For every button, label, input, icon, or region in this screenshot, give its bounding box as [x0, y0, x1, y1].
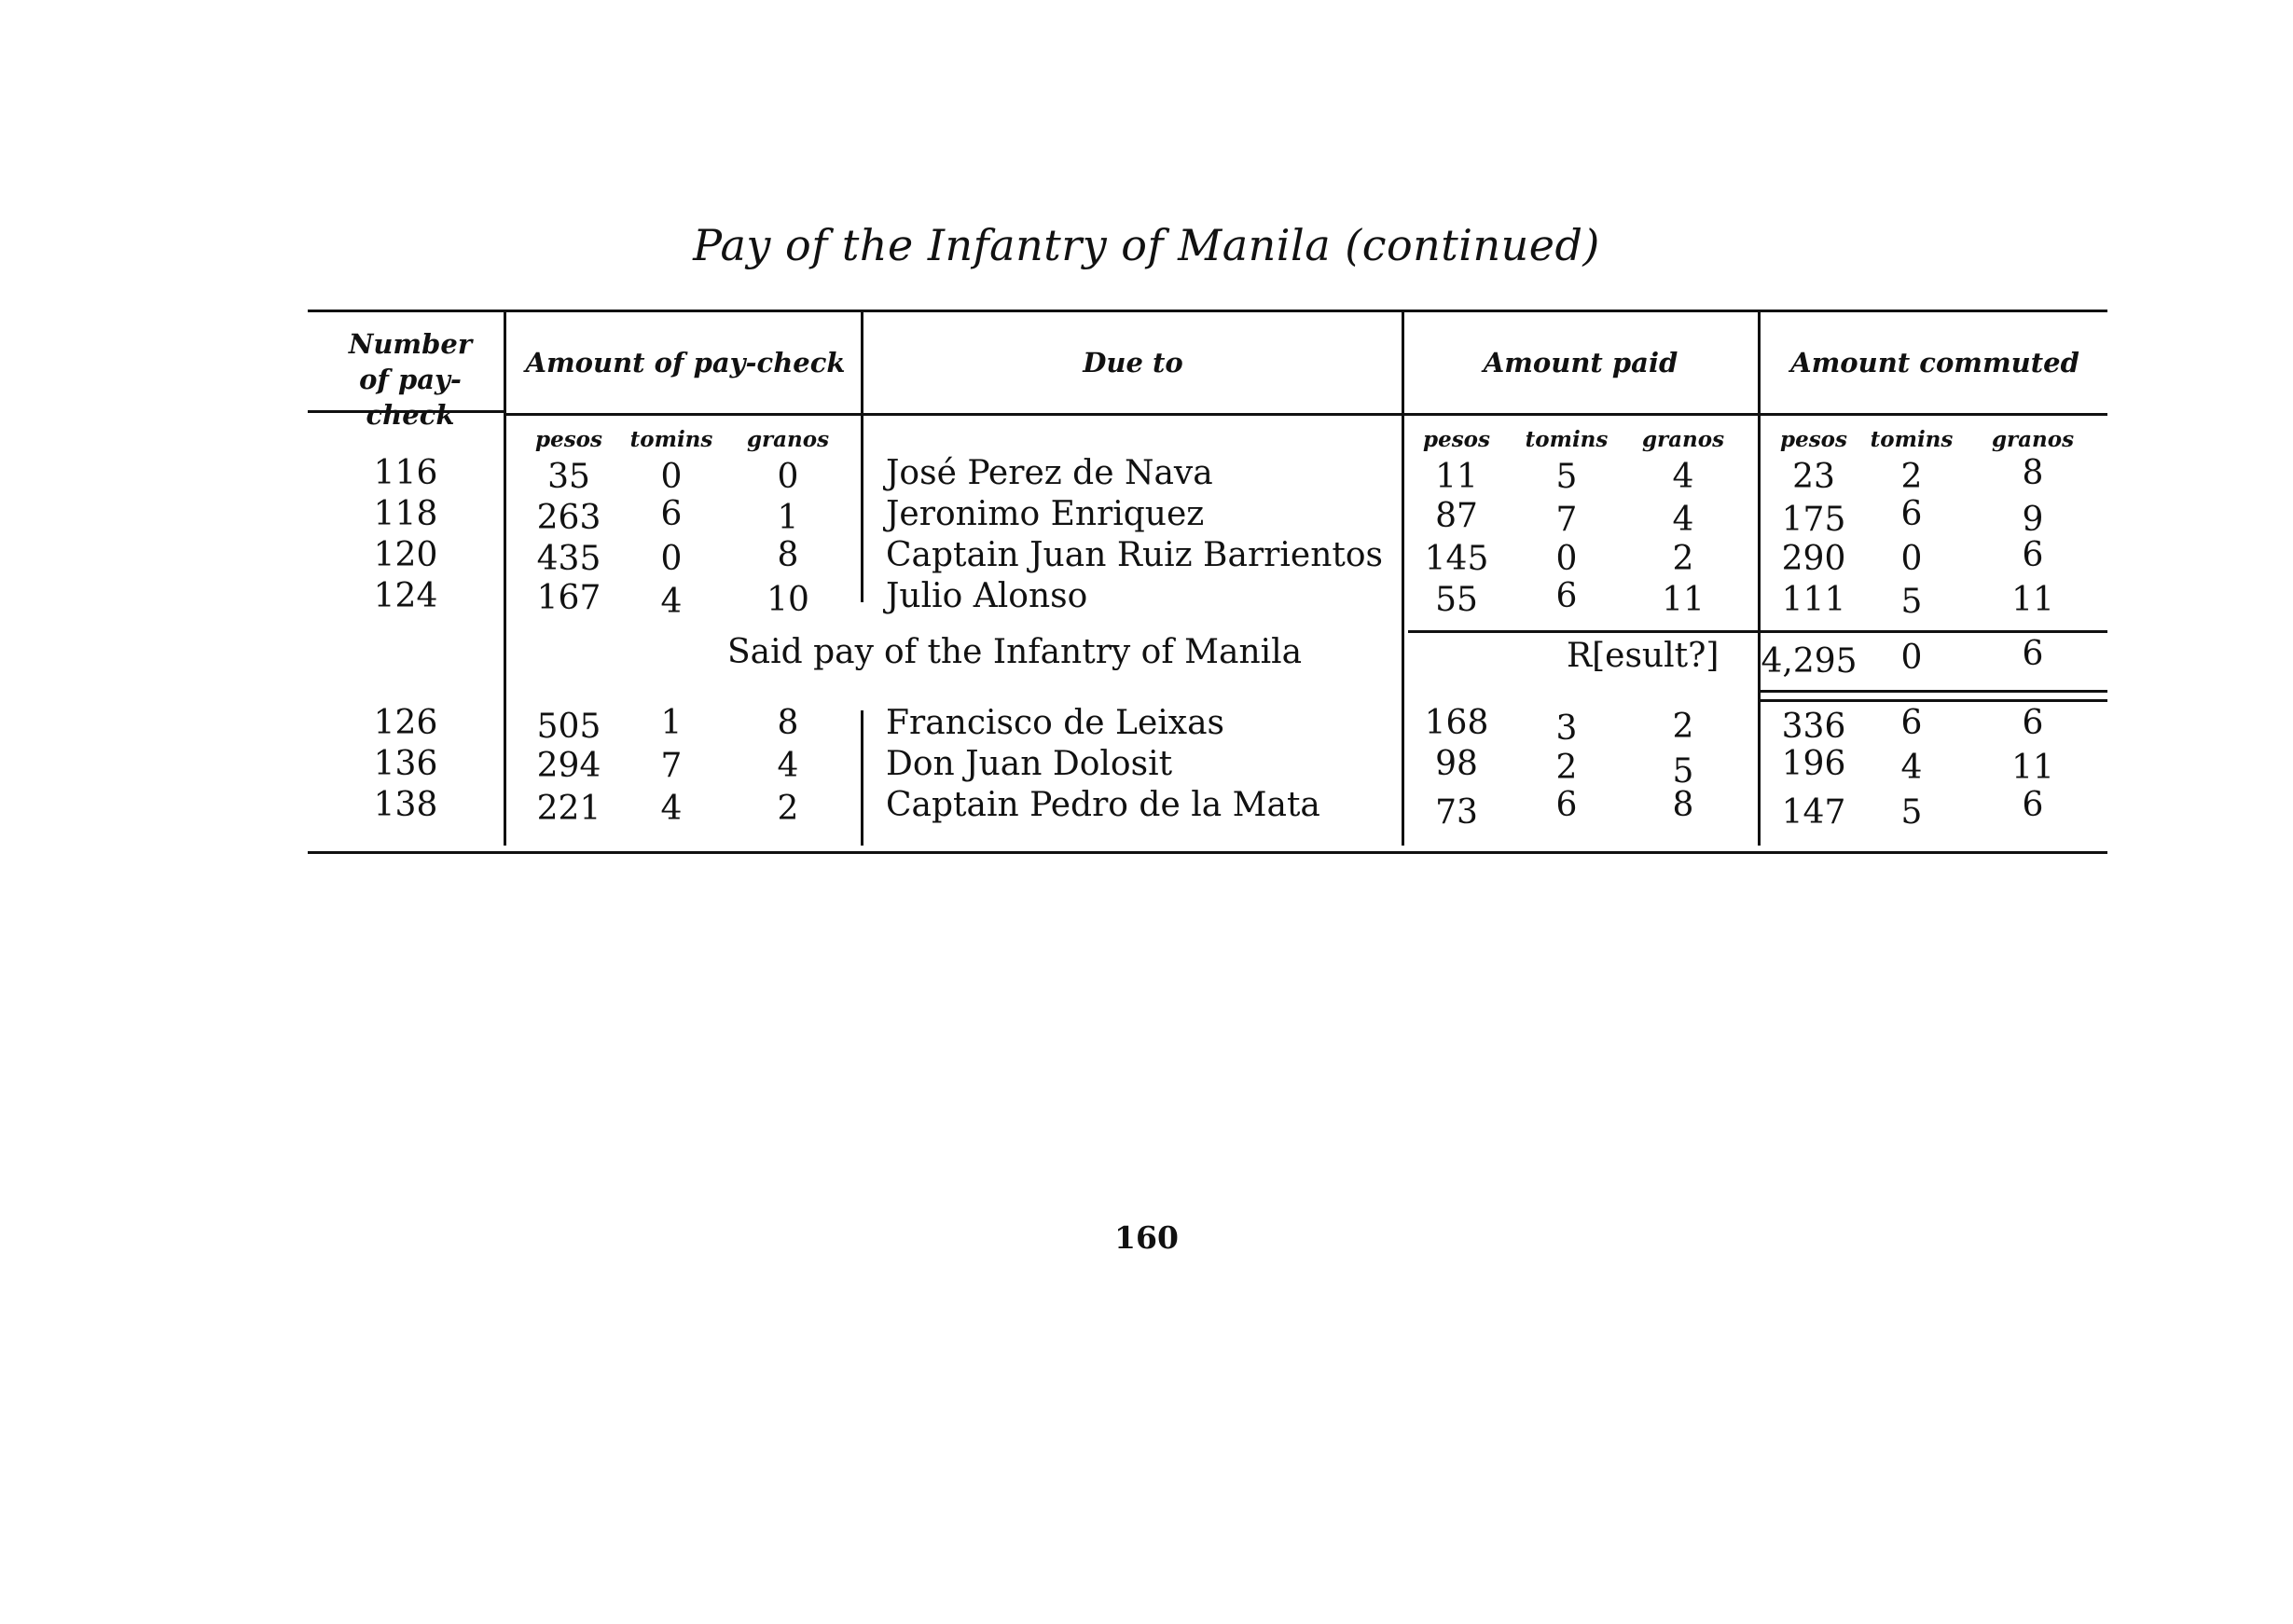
due-to-name: Captain Pedro de la Mata: [886, 786, 1320, 824]
check-tomins: 1: [660, 704, 683, 742]
page-title: Pay of the Infantry of Manila (continued): [693, 220, 1600, 270]
header-amount-paid: Amount paid: [1483, 347, 1678, 378]
col-divider-3: [1402, 310, 1404, 846]
pay-check-number: 136: [373, 745, 438, 783]
paid-tomins: 3: [1555, 709, 1578, 748]
total-tomins: 0: [1900, 639, 1923, 677]
due-to-name: Julio Alonso: [886, 577, 1088, 615]
subheader-check-pesos: pesos: [535, 427, 602, 452]
paid-pesos: 87: [1435, 497, 1478, 535]
summary-result-label: R[esult?]: [1567, 637, 1720, 675]
subheader-commuted-tomins: tomins: [1870, 427, 1954, 452]
table-top-rule: [308, 310, 2107, 312]
commuted-pesos: 175: [1781, 501, 1846, 539]
total-pesos: 4,295: [1761, 642, 1858, 681]
commuted-pesos: 336: [1781, 708, 1846, 746]
check-pesos: 505: [536, 708, 601, 746]
check-granos: 8: [777, 704, 799, 742]
commuted-tomins: 2: [1900, 458, 1923, 496]
paid-granos: 4: [1672, 458, 1694, 496]
commuted-granos: 11: [2011, 581, 2054, 619]
check-pesos: 167: [536, 579, 601, 617]
paid-tomins: 6: [1555, 786, 1578, 824]
summary-label-left: Said pay: [727, 633, 874, 671]
check-granos: 2: [777, 790, 799, 828]
commuted-tomins: 0: [1900, 540, 1923, 578]
col-divider-2-rows-b: [861, 710, 863, 846]
paid-pesos: 11: [1435, 458, 1478, 496]
pay-table: [308, 308, 2107, 853]
paid-pesos: 145: [1424, 540, 1489, 578]
check-granos: 8: [777, 536, 799, 574]
paid-granos: 2: [1672, 708, 1694, 746]
commuted-tomins: 4: [1900, 749, 1923, 787]
col-divider-1: [504, 310, 506, 846]
total-rule-1: [1761, 690, 2107, 693]
commuted-pesos: 23: [1792, 458, 1835, 496]
pay-check-number: 126: [373, 704, 438, 742]
paid-granos: 2: [1672, 540, 1694, 578]
check-tomins: 7: [660, 747, 683, 785]
header-amount-of-pay-check: Amount of pay-check: [525, 347, 846, 378]
pay-check-number: 116: [373, 454, 438, 492]
check-tomins: 0: [660, 540, 683, 578]
check-pesos: 221: [536, 790, 601, 828]
commuted-pesos: 111: [1781, 581, 1846, 619]
due-to-name: Don Juan Dolosit: [886, 745, 1173, 783]
commuted-granos: 8: [2022, 454, 2044, 492]
col-divider-2: [861, 310, 863, 415]
due-to-name: Captain Juan Ruiz Barrientos: [886, 536, 1384, 574]
header-amount-commuted: Amount commuted: [1790, 347, 2079, 378]
paid-tomins: 5: [1555, 458, 1578, 496]
commuted-tomins: 6: [1900, 495, 1923, 533]
commuted-granos: 9: [2022, 501, 2044, 539]
header-due-to: Due to: [1083, 347, 1183, 378]
paid-granos: 11: [1662, 581, 1705, 619]
total-granos: 6: [2022, 635, 2044, 673]
subheader-commuted-pesos: pesos: [1780, 427, 1847, 452]
check-granos: 4: [777, 747, 799, 785]
pay-check-number: 138: [373, 786, 438, 824]
commuted-pesos: 196: [1781, 745, 1846, 783]
header-number-of-pay-check: Number of pay-check: [348, 328, 473, 431]
check-pesos: 435: [536, 540, 601, 578]
commuted-tomins: 5: [1900, 583, 1923, 621]
check-pesos: 294: [536, 747, 601, 785]
pay-check-number: 118: [373, 495, 438, 533]
due-to-name: José Perez de Nava: [886, 454, 1213, 492]
commuted-tomins: 5: [1900, 793, 1923, 832]
summary-label-right: of the Infantry of Manila: [884, 633, 1303, 671]
commuted-pesos: 290: [1781, 540, 1846, 578]
check-granos: 10: [767, 581, 809, 619]
subheader-commuted-granos: granos: [1991, 427, 2075, 452]
check-pesos: 35: [547, 458, 590, 496]
commuted-granos: 6: [2022, 786, 2044, 824]
due-to-name: Francisco de Leixas: [886, 704, 1225, 742]
commuted-tomins: 6: [1900, 704, 1923, 742]
col-divider-2-rows-a: [861, 416, 863, 602]
commuted-pesos: 147: [1781, 793, 1846, 832]
subheader-paid-pesos: pesos: [1423, 427, 1490, 452]
paid-tomins: 6: [1555, 577, 1578, 615]
paid-pesos: 73: [1435, 793, 1478, 832]
paid-pesos: 168: [1424, 704, 1489, 742]
paid-tomins: 0: [1555, 540, 1578, 578]
paid-tomins: 2: [1555, 749, 1578, 787]
subheader-check-granos: granos: [746, 427, 830, 452]
table-bottom-rule: [308, 851, 2107, 854]
paid-granos: 8: [1672, 786, 1694, 824]
subheader-paid-tomins: tomins: [1525, 427, 1609, 452]
subheader-paid-granos: granos: [1641, 427, 1725, 452]
header-rule-right: [505, 413, 2107, 416]
col-divider-4: [1758, 310, 1761, 846]
pay-check-number: 120: [373, 536, 438, 574]
check-pesos: 263: [536, 499, 601, 537]
commuted-granos: 11: [2011, 749, 2054, 787]
paid-granos: 5: [1672, 752, 1694, 791]
total-rule-2: [1761, 699, 2107, 702]
due-to-name: Jeronimo Enriquez: [886, 495, 1205, 533]
commuted-granos: 6: [2022, 704, 2044, 742]
paid-granos: 4: [1672, 501, 1694, 539]
paid-tomins: 7: [1555, 501, 1578, 539]
subheader-check-tomins: tomins: [629, 427, 713, 452]
check-tomins: 0: [660, 458, 683, 496]
pay-check-number: 124: [373, 577, 438, 615]
check-granos: 0: [777, 458, 799, 496]
page-number: 160: [1114, 1219, 1179, 1256]
check-granos: 1: [777, 499, 799, 537]
check-tomins: 6: [660, 495, 683, 533]
paid-pesos: 55: [1435, 581, 1478, 619]
check-tomins: 4: [660, 583, 683, 621]
paid-pesos: 98: [1435, 745, 1478, 783]
check-tomins: 4: [660, 790, 683, 828]
commuted-granos: 6: [2022, 536, 2044, 574]
